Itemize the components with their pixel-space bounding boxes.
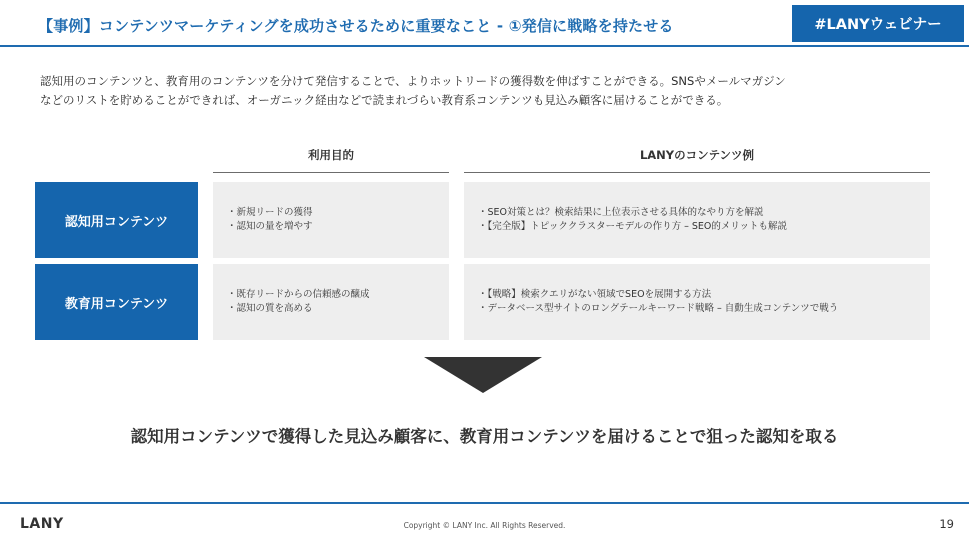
column-underline-purpose: [213, 172, 449, 173]
purpose-item: ・新規リードの獲得: [227, 207, 313, 218]
example-item: ・データベース型サイトのロングテールキーワード戦略 – 自動生成コンテンツで戦う: [478, 303, 839, 314]
slide-title: 【事例】コンテンツマーケティングを成功させるために重要なこと - ①発信に戦略を持たせる: [38, 17, 674, 35]
cell-examples-education: [464, 264, 930, 340]
example-item: ・【完全版】トピッククラスターモデルの作り方 – SEO的メリットも解説: [478, 221, 788, 232]
intro-line-1: 認知用のコンテンツと、教育用のコンテンツを分けて発信することで、よりホットリードの獲得数を伸ばすことができる。SNSやメールマガジン: [40, 74, 786, 88]
copyright-text: Copyright © LANY Inc. All Rights Reserved.: [403, 521, 566, 530]
column-underline-examples: [464, 172, 930, 173]
company-logo: LANY: [20, 516, 64, 532]
column-header-examples: LANYのコンテンツ例: [639, 148, 755, 162]
row-label-awareness: 認知用コンテンツ: [35, 182, 198, 258]
intro-text: [40, 72, 940, 110]
intro-line-2: などのリストを貯めることができれば、オーガニック経由などで読まれづらい教育系コンテンツも見込み顧客に届けることができる。: [40, 93, 729, 107]
down-arrow-icon: [424, 357, 542, 393]
conclusion-text: 認知用コンテンツで獲得した見込み顧客に、教育用コンテンツを届けることで狙った認知を取る: [130, 427, 839, 446]
cell-purpose-education: [213, 264, 449, 340]
cell-purpose-awareness: [213, 182, 449, 258]
row-label-education: 教育用コンテンツ: [35, 264, 198, 340]
purpose-item: ・既存リードからの信頼感の醸成: [227, 289, 370, 300]
purpose-item: ・認知の量を増やす: [227, 221, 313, 232]
header-divider: [0, 45, 969, 47]
webinar-badge: #LANYウェビナー: [792, 5, 964, 42]
purpose-item: ・認知の質を高める: [227, 303, 313, 314]
cell-examples-awareness: [464, 182, 930, 258]
footer-divider: [0, 502, 969, 504]
example-item: ・SEO対策とは？検索結果に上位表示させる具体的なやり方を解説: [478, 207, 764, 218]
page-number: 19: [939, 517, 954, 531]
example-item: ・【戦略】検索クエリがない領域でSEOを展開する方法: [478, 289, 712, 300]
slide-header: [0, 0, 969, 46]
column-header-purpose: 利用目的: [308, 148, 354, 162]
